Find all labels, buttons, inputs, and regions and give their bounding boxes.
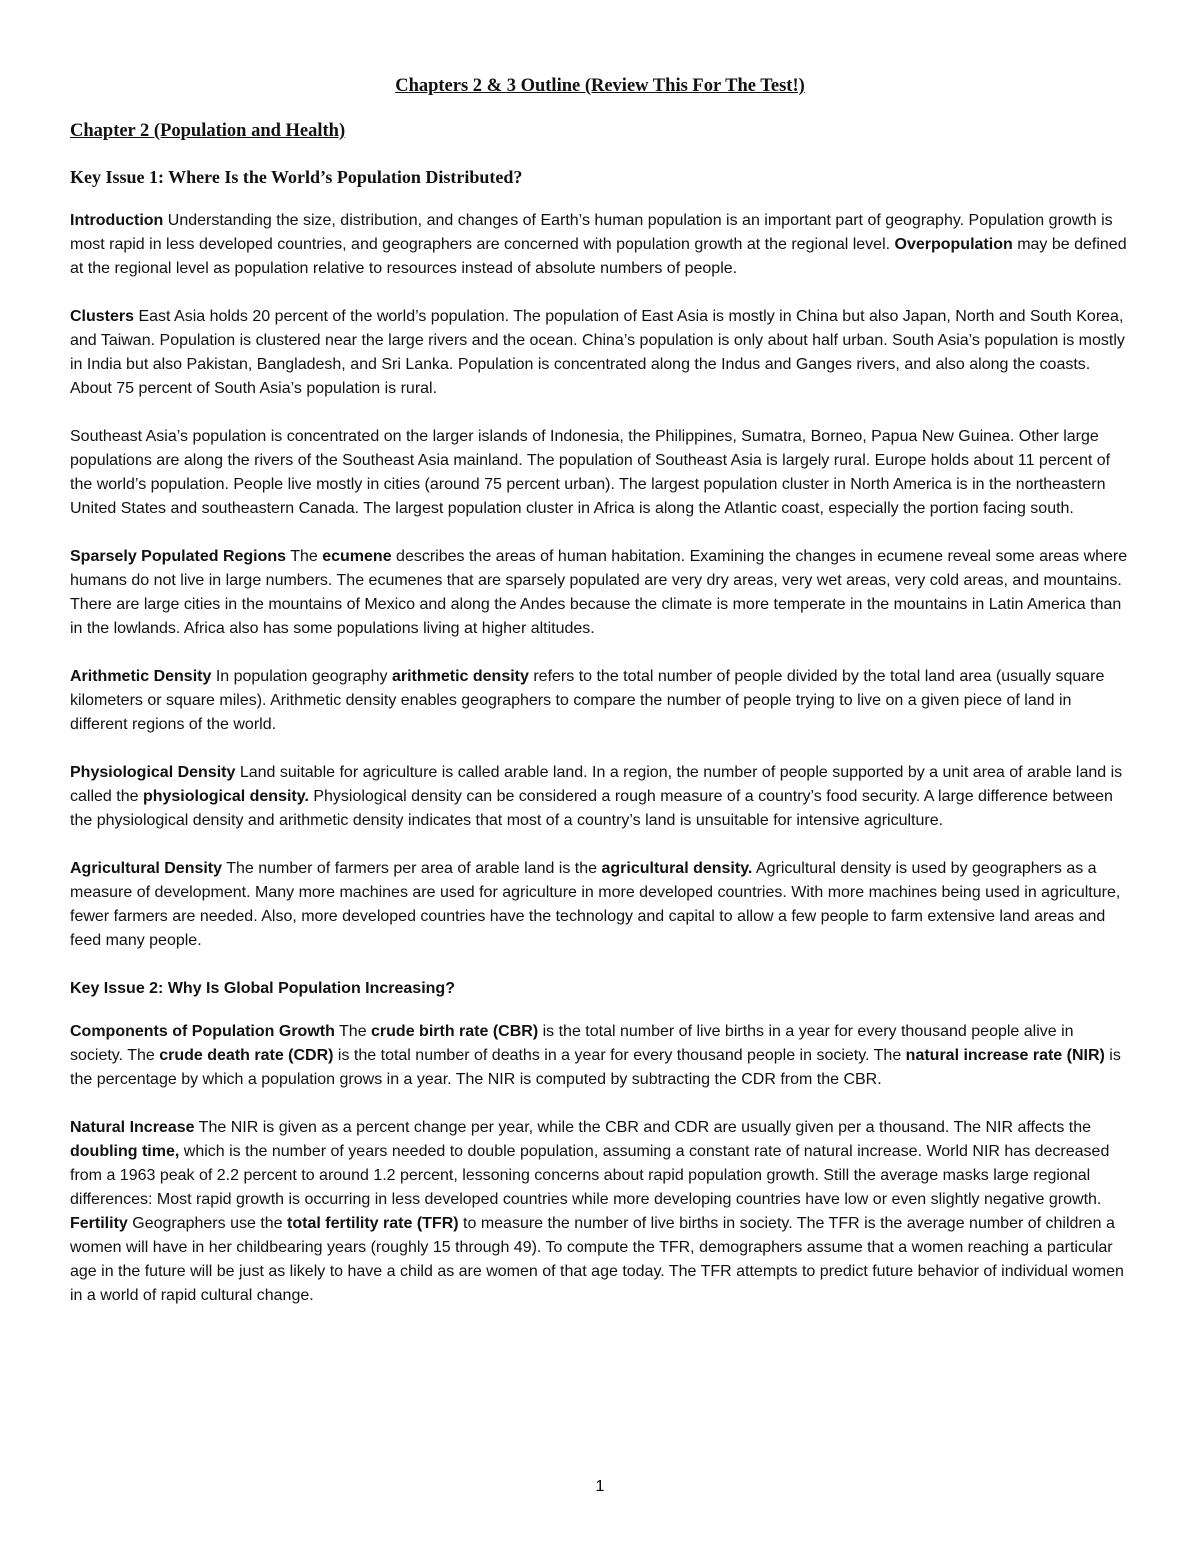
term-natural-increase: Natural Increase bbox=[70, 1119, 195, 1136]
term-arithmetic-density-heading: Arithmetic Density bbox=[70, 668, 212, 685]
term-doubling-time: doubling time, bbox=[70, 1143, 180, 1160]
paragraph-agricultural-density: Agricultural Density The number of farmers per area of arable land is the agricultural density. Agricultural density is used by geographers as a measure of development. Many more machines are used for agriculture in more developed countries. With more machines being used in agriculture, fewer farmers are needed. Also, more developed countries have the technology and capital to allow a few people to farm extensive land areas and feed many people. bbox=[70, 860, 1121, 949]
paragraph-arithmetic-density: Arithmetic Density In population geography arithmetic density refers to the total number of people divided by the total land area (usually square kilometers or square miles). Arithmetic density enables geographers to compare the number of people trying to live on a given piece of land in different regions of the world. bbox=[70, 668, 1105, 733]
term-agricultural-density-heading: Agricultural Density bbox=[70, 860, 223, 877]
key-issue-1-heading: Key Issue 1: Where Is the World’s Population Distributed? bbox=[70, 167, 523, 187]
page-number: 1 bbox=[595, 1478, 605, 1495]
term-physiological-density: physiological density. bbox=[142, 788, 309, 805]
term-cdr: crude death rate (CDR) bbox=[159, 1047, 334, 1064]
term-fertility: Fertility bbox=[70, 1215, 128, 1232]
paragraph-components-growth: Components of Population Growth The crude birth rate (CBR) is the total number of live births in a year for every thousand people alive in society. The crude death rate (CDR) is the total number of deaths in a year for every thousand people in society. The natural increase rate (NIR) is the percentage by which a population grows in a year. The NIR is computed by subtracting the CDR from the CBR. bbox=[70, 1023, 1121, 1088]
paragraph-southeast-asia: Southeast Asia’s population is concentrated on the larger islands of Indonesia, the Philippines, Sumatra, Borneo, Papua New Guinea. Other large populations are along the rivers of the Southeast Asia mainland. The population of Southeast Asia is largely rural. Europe holds about 11 percent of the world’s population. People live mostly in cities (around 75 percent urban). The largest population cluster in North America is in the northeastern United States and southeastern Canada. The largest population cluster in Africa is along the Atlantic coast, especially the portion facing south. bbox=[70, 428, 1111, 517]
key-issue-2-heading: Key Issue 2: Why Is Global Population Increasing? bbox=[70, 980, 455, 997]
term-ecumene: ecumene bbox=[322, 548, 392, 565]
paragraph-physiological-density: Physiological Density Land suitable for agriculture is called arable land. In a region, the number of people supported by a unit area of arable land is called the physiological density. Physiological density can be considered a rough measure of a country’s food security. A large difference between the physiological density and arithmetic density indicates that most of a country’s land is unsuitable for intensive agriculture. bbox=[70, 764, 1123, 829]
term-clusters: Clusters bbox=[70, 308, 135, 325]
term-components-heading: Components of Population Growth bbox=[70, 1023, 335, 1040]
paragraph-introduction: Introduction Understanding the size, distribution, and changes of Earth’s human population is an important part of geography. Population growth is most rapid in less developed countries, and geographers are concerned with population growth at the regional level. Overpopulation may be defined at the regional level as population relative to resources instead of absolute numbers of people. bbox=[70, 212, 1127, 277]
term-tfr: total fertility rate (TFR) bbox=[287, 1215, 459, 1232]
paragraph-clusters: Clusters East Asia holds 20 percent of the world’s population. The population of East Asia is mostly in China but also Japan, North and South Korea, and Taiwan. Population is clustered near the large rivers and the ocean. China’s population is only about half urban. South Asia’s population is mostly in India but also Pakistan, Bangladesh, and Sri Lanka. Population is concentrated along the Indus and Ganges rivers, and also along the coasts. About 75 percent of South Asia’s population is rural. bbox=[70, 308, 1125, 397]
term-nir: natural increase rate (NIR) bbox=[905, 1047, 1105, 1064]
term-agricultural-density: agricultural density. bbox=[601, 860, 753, 877]
term-physiological-density-heading: Physiological Density bbox=[70, 764, 236, 781]
term-arithmetic-density: arithmetic density bbox=[391, 668, 529, 685]
term-overpopulation: Overpopulation bbox=[894, 236, 1013, 253]
paragraph-sparsely-populated: Sparsely Populated Regions The ecumene describes the areas of human habitation. Examining the changes in ecumene reveal some areas where humans do not live in large numbers. The ecumenes that are sparsely populated are very dry areas, very wet areas, very cold areas, and mountains. There are large cities in the mountains of Mexico and along the Andes because the climate is more temperate in the mountains in Latin America than in the lowlands. Africa also has some populations living at higher altitudes. bbox=[70, 548, 1128, 637]
document-title: Chapters 2 & 3 Outline (Review This For The Test!) bbox=[395, 76, 805, 96]
paragraph-natural-increase: Natural Increase The NIR is given as a percent change per year, while the CBR and CDR are usually given per a thousand. The NIR affects the doubling time, which is the number of years needed to double population, assuming a constant rate of natural increase. World NIR has decreased from a 1963 peak of 2.2 percent to around 1.2 percent, lessoning concerns about rapid population growth. Still the average masks large regional differences: Most rapid growth is occurring in less developed countries while more developing countries have low or even slightly negative growth. bbox=[70, 1119, 1110, 1208]
term-introduction: Introduction bbox=[70, 212, 164, 229]
paragraph-fertility: Fertility Geographers use the total fertility rate (TFR) to measure the number of live births in society. The TFR is the average number of children a women will have in her childbearing years (roughly 15 through 49). To compute the TFR, demographers assume that a women reaching a particular age in the future will be just as likely to have a child as are women of that age today. The TFR attempts to predict future behavior of individual women in a world of rapid cultural change. bbox=[70, 1215, 1124, 1304]
term-sparsely-populated: Sparsely Populated Regions bbox=[70, 548, 287, 565]
term-cbr: crude birth rate (CBR) bbox=[371, 1023, 539, 1040]
chapter-heading: Chapter 2 (Population and Health) bbox=[70, 121, 346, 141]
